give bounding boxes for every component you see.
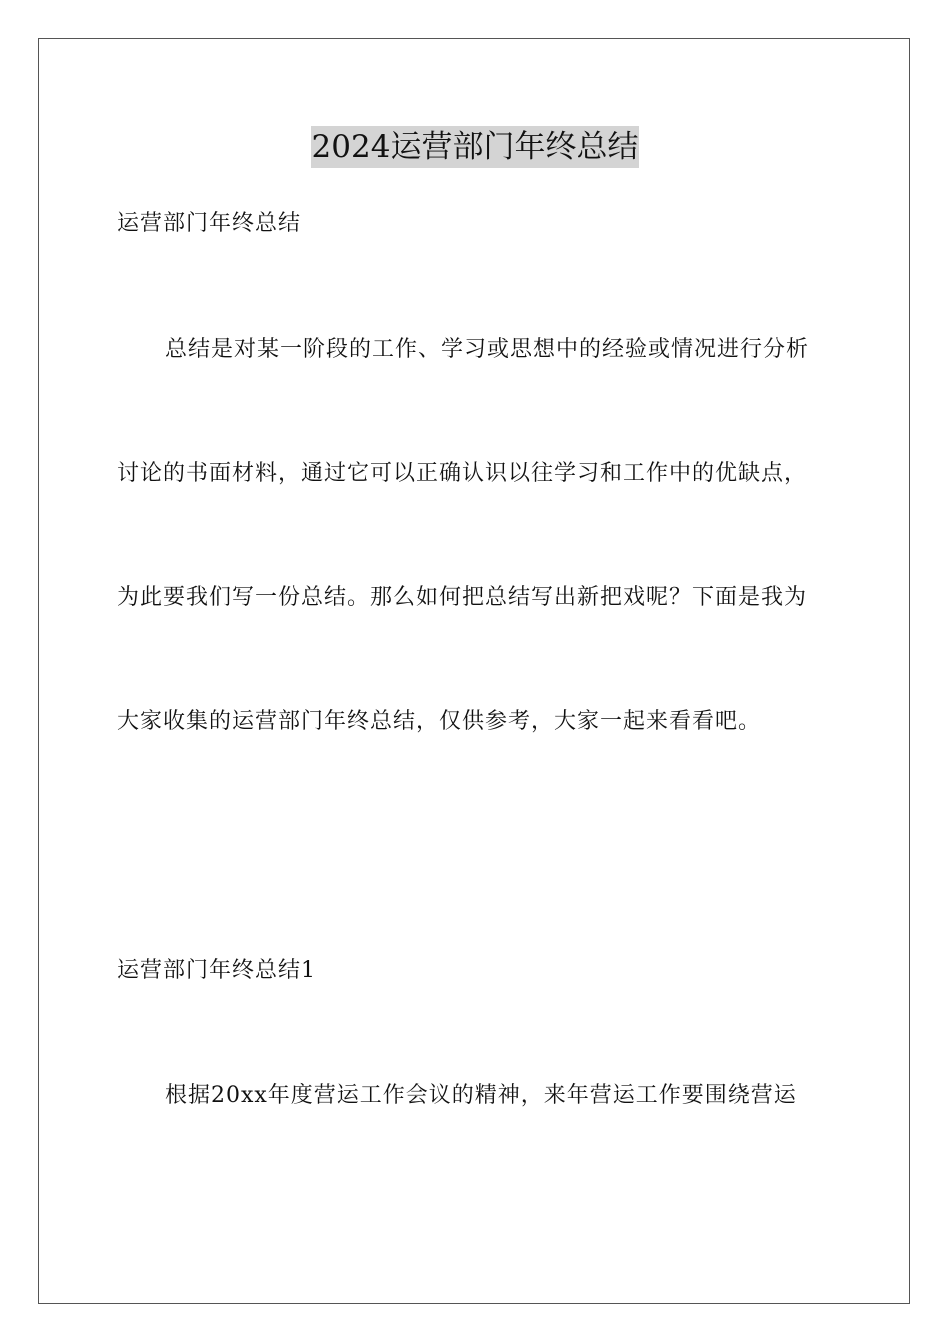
section-heading: 运营部门年终总结1 [117,958,316,983]
intro-paragraph-line: 总结是对某一阶段的工作、学习或思想中的经验或情况进行分析 [165,337,810,362]
document-title: 2024运营部门年终总结 [311,126,640,168]
intro-paragraph-line: 大家收集的运营部门年终总结，仅供参考，大家一起来看看吧。 [117,709,762,734]
intro-paragraph-line: 为此要我们写一份总结。那么如何把总结写出新把戏呢？下面是我为 [117,585,808,610]
title-container [0,126,950,168]
document-subtitle: 运营部门年终总结 [117,211,302,236]
intro-paragraph-line: 讨论的书面材料，通过它可以正确认识以往学习和工作中的优缺点， [117,461,808,486]
section-paragraph-line: 根据20xx年度营运工作会议的精神，来年营运工作要围绕营运 [165,1083,797,1108]
